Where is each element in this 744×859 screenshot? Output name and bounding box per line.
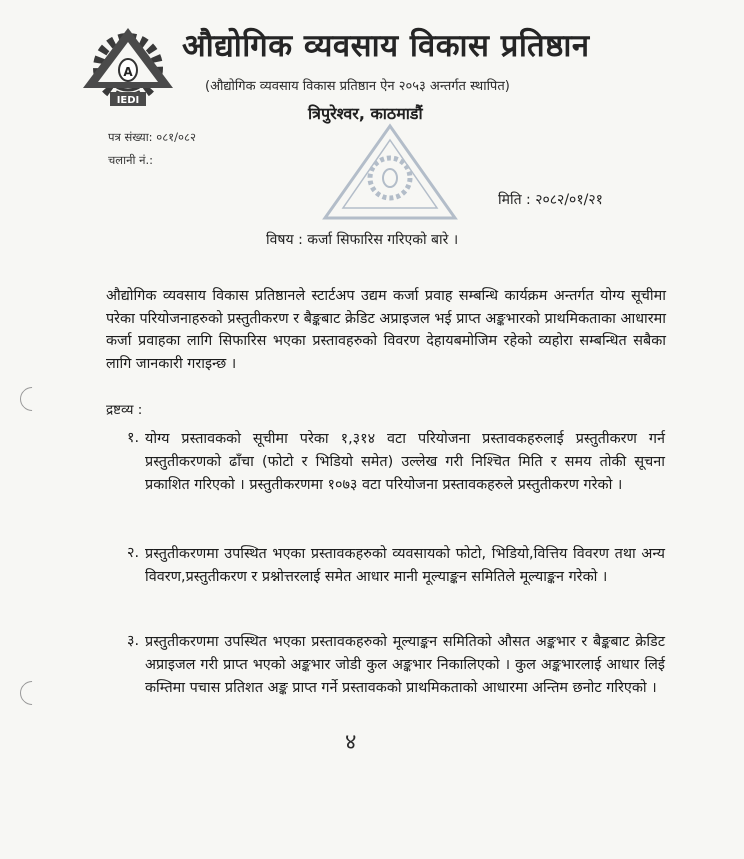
letter-date: मिति : २०८२/०१/२१: [498, 192, 603, 208]
note-item-number: २.: [127, 545, 140, 561]
punch-hole-icon: [15, 382, 49, 416]
organization-name: औद्योगिक व्यवसाय विकास प्रतिष्ठान: [182, 28, 590, 64]
note-item-text: प्रस्तुतीकरणमा उपस्थित भएका प्रस्तावकहरुको व्यवसायको फोटो, भिडियो,वित्तिय विवरण तथा अन्य विवरण,प्रस्तुतीकरण र प्रश्नोत्तरलाई समेत आधार मानी मूल्याङ्कन समितिले मूल्याङ्कन गरेको ।: [145, 546, 665, 585]
organization-subtitle: (औद्योगिक व्यवसाय विकास प्रतिष्ठान ऐन २०५३ अन्तर्गत स्थापित): [205, 79, 510, 94]
page-number: ४: [345, 730, 357, 755]
note-item-number: ३.: [127, 633, 140, 649]
reference-number: पत्र संख्या: ०८१/०८२: [108, 130, 196, 144]
office-stamp-icon: [315, 118, 465, 230]
note-item-number: १.: [127, 430, 140, 446]
iedi-logo-icon: [78, 18, 178, 110]
note-item-text: प्रस्तुतीकरणमा उपस्थित भएका प्रस्तावकहरुको मूल्याङ्कन समितिको औसत अङ्कभार र बैङ्कबाट क्रेडिट अप्राइजल गरी प्राप्त भएको अङ्कभार जोडी कुल अङ्कभार निकालिएको । कुल अङ्कभारलाई आधार लिई कम्तिमा पचास प्रतिशत अङ्क प्राप्त गर्ने प्रस्तावकको प्राथमिकताको आधारमा अन्तिम छनोट गरिएको ।: [145, 634, 665, 696]
organization-address: त्रिपुरेश्वर, काठमाडौं: [308, 104, 423, 123]
notes-label: द्रष्टव्य :: [106, 402, 143, 418]
punch-hole-icon: [15, 676, 49, 710]
dispatch-number: चलानी नं.:: [108, 153, 154, 167]
body-paragraph: औद्योगिक व्यवसाय विकास प्रतिष्ठानले स्टार्टअप उद्यम कर्जा प्रवाह सम्बन्धि कार्यक्रम अन्तर्गत योग्य सूचीमा परेका परियोजनाहरुको प्रस्तुतीकरण र बैङ्कबाट क्रेडिट अप्राइजल भई प्राप्त अङ्कभारको प्राथमिकताका आधारमा कर्जा प्रवाहका लागि सिफारिस भएका प्रस्तावहरुको विवरण देहायबमोजिम रहेको व्यहोरा सम्बन्धित सबैका लागि जानकारी गराइन्छ ।: [106, 288, 666, 372]
note-item-text: योग्य प्रस्तावकको सूचीमा परेका १,३१४ वटा परियोजना प्रस्तावकहरुलाई प्रस्तुतीकरण गर्न प्रस्तुतीकरणको ढाँचा (फोटो र भिडियो समेत) उल्लेख गरी निश्चित मिति र समय तोकी सूचना प्रकाशित गरिएको । प्रस्तुतीकरणमा १०७३ वटा परियोजना प्रस्तावकहरुले प्रस्तुतीकरण गरेको ।: [145, 431, 665, 493]
svg-text:A: A: [123, 65, 133, 79]
letter-subject: विषय : कर्जा सिफारिस गरिएको बारे ।: [266, 232, 459, 248]
svg-text:IEDI: IEDI: [116, 95, 140, 106]
